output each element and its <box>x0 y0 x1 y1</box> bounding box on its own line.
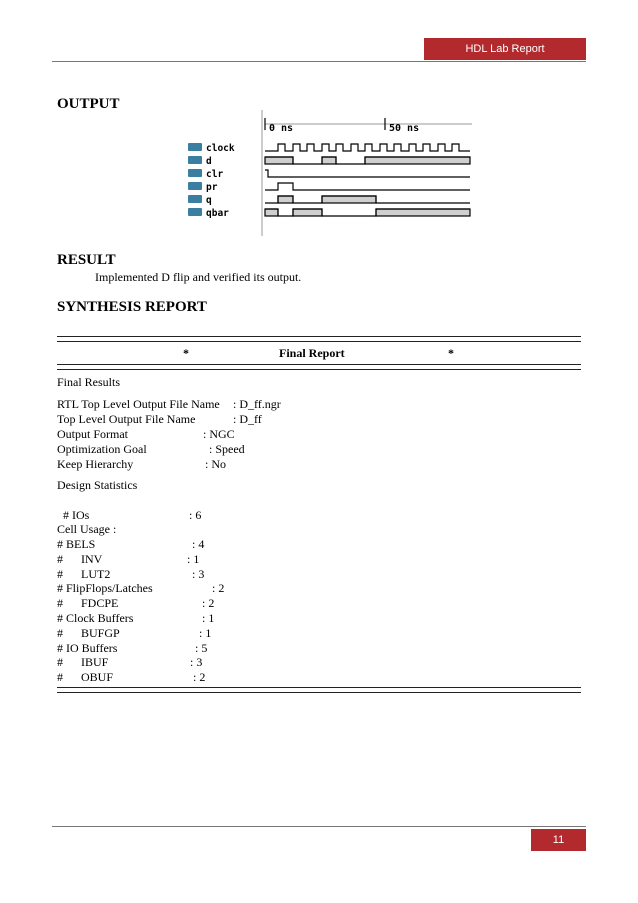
cell-usage-row <box>57 641 207 656</box>
waveform-high-fill <box>265 209 278 216</box>
cell-usage-value: : 5 <box>195 640 208 655</box>
waveform-figure <box>180 110 472 236</box>
signal-label-d: d <box>206 156 212 167</box>
report-row <box>57 397 281 412</box>
separator-top <box>57 336 581 342</box>
report-row-value: : D_ff.ngr <box>233 397 281 411</box>
report-row-label: Optimization Goal <box>57 442 147 456</box>
cell-usage-value: : 2 <box>212 581 225 596</box>
cell-usage-label: Cell Usage : <box>57 522 117 536</box>
page-number: 11 <box>531 829 586 851</box>
cell-usage-label: # LUT2 <box>57 566 111 581</box>
cell-usage-value: : 1 <box>202 611 215 625</box>
cell-usage-value: : 3 <box>190 655 203 670</box>
cell-usage-value: : 4 <box>192 537 205 551</box>
report-row-label: Top Level Output File Name <box>57 412 196 426</box>
signal-label-qbar: qbar <box>206 208 229 219</box>
report-row-value: : D_ff <box>233 412 262 426</box>
signal-label-pr: pr <box>206 182 218 193</box>
ios-row <box>57 493 201 523</box>
cell-usage-label: # FlipFlops/Latches <box>57 581 153 596</box>
cell-usage-row <box>57 626 211 641</box>
waveform-high-fill <box>365 157 470 164</box>
signal-icon <box>188 195 202 203</box>
design-stats-label: Design Statistics <box>57 478 138 492</box>
signal-label-q: q <box>206 195 212 206</box>
report-row <box>57 412 262 427</box>
cell-usage-label: # BELS <box>57 537 96 551</box>
report-row-value: : NGC <box>203 427 235 441</box>
cell-usage-row <box>57 670 205 685</box>
cell-usage-value: : 1 <box>187 551 200 566</box>
report-row <box>57 442 245 457</box>
cell-usage-row <box>57 596 214 611</box>
cell-usage-label: # FDCPE <box>57 596 119 611</box>
report-row-value: : Speed <box>209 442 245 456</box>
report-row <box>57 457 226 472</box>
cell-usage-label: # INV <box>57 551 103 566</box>
separator-mid <box>57 364 581 370</box>
waveform-high-fill <box>278 196 293 203</box>
signal-icon <box>188 143 202 151</box>
cell-usage-value: : 3 <box>192 566 205 581</box>
signal-icon <box>188 208 202 216</box>
time-label-0: 0 ns <box>269 123 294 134</box>
cell-usage-row <box>57 611 214 626</box>
result-text: Implemented D flip and verified its output. <box>95 270 302 284</box>
report-row-label: Output Format <box>57 427 128 441</box>
report-row-label: Keep Hierarchy <box>57 457 134 471</box>
cell-usage-row <box>57 552 199 567</box>
header-badge: HDL Lab Report <box>424 38 586 60</box>
result-heading: RESULT <box>57 252 116 268</box>
ios-value: : 6 <box>189 507 202 522</box>
signal-icon <box>188 182 202 190</box>
waveform-high-fill <box>322 157 336 164</box>
waveform-high-fill <box>376 209 470 216</box>
footer-rule <box>52 826 586 827</box>
report-row-value: : No <box>205 457 226 471</box>
signal-icon <box>188 169 202 177</box>
cell-usage-row <box>57 655 202 670</box>
banner-star-right: * <box>448 346 454 360</box>
signal-label-clr: clr <box>206 169 224 180</box>
banner-title: Final Report <box>279 346 345 360</box>
signal-icon <box>188 156 202 164</box>
time-label-50: 50 ns <box>389 123 420 134</box>
signal-label-clock: clock <box>206 143 235 154</box>
report-row <box>57 427 235 442</box>
cell-usage-label: # IO Buffers <box>57 640 118 655</box>
waveform-high-fill <box>265 157 293 164</box>
cell-usage-label: # Clock Buffers <box>57 611 134 625</box>
cell-usage-value: : 2 <box>202 596 215 611</box>
cell-usage-row <box>57 537 204 552</box>
separator-bottom <box>57 687 581 693</box>
synthesis-heading: SYNTHESIS REPORT <box>57 299 207 315</box>
ios-label: # IOs <box>63 507 90 522</box>
waveform-high-fill <box>293 209 322 216</box>
cell-usage-value: : 2 <box>193 670 206 685</box>
final-results-label: Final Results <box>57 375 121 389</box>
cell-usage-label: # IBUF <box>57 655 109 670</box>
waveform-high-fill <box>322 196 376 203</box>
cell-usage-row <box>57 581 224 596</box>
cell-usage-label: # OBUF <box>57 670 114 685</box>
cell-usage-value: : 1 <box>199 625 212 640</box>
cell-usage-label: # BUFGP <box>57 625 120 640</box>
header-rule <box>52 61 586 62</box>
cell-usage-row <box>57 567 204 582</box>
output-heading: OUTPUT <box>57 96 120 112</box>
banner-star-left: * <box>183 346 189 360</box>
report-row-label: RTL Top Level Output File Name <box>57 397 220 411</box>
